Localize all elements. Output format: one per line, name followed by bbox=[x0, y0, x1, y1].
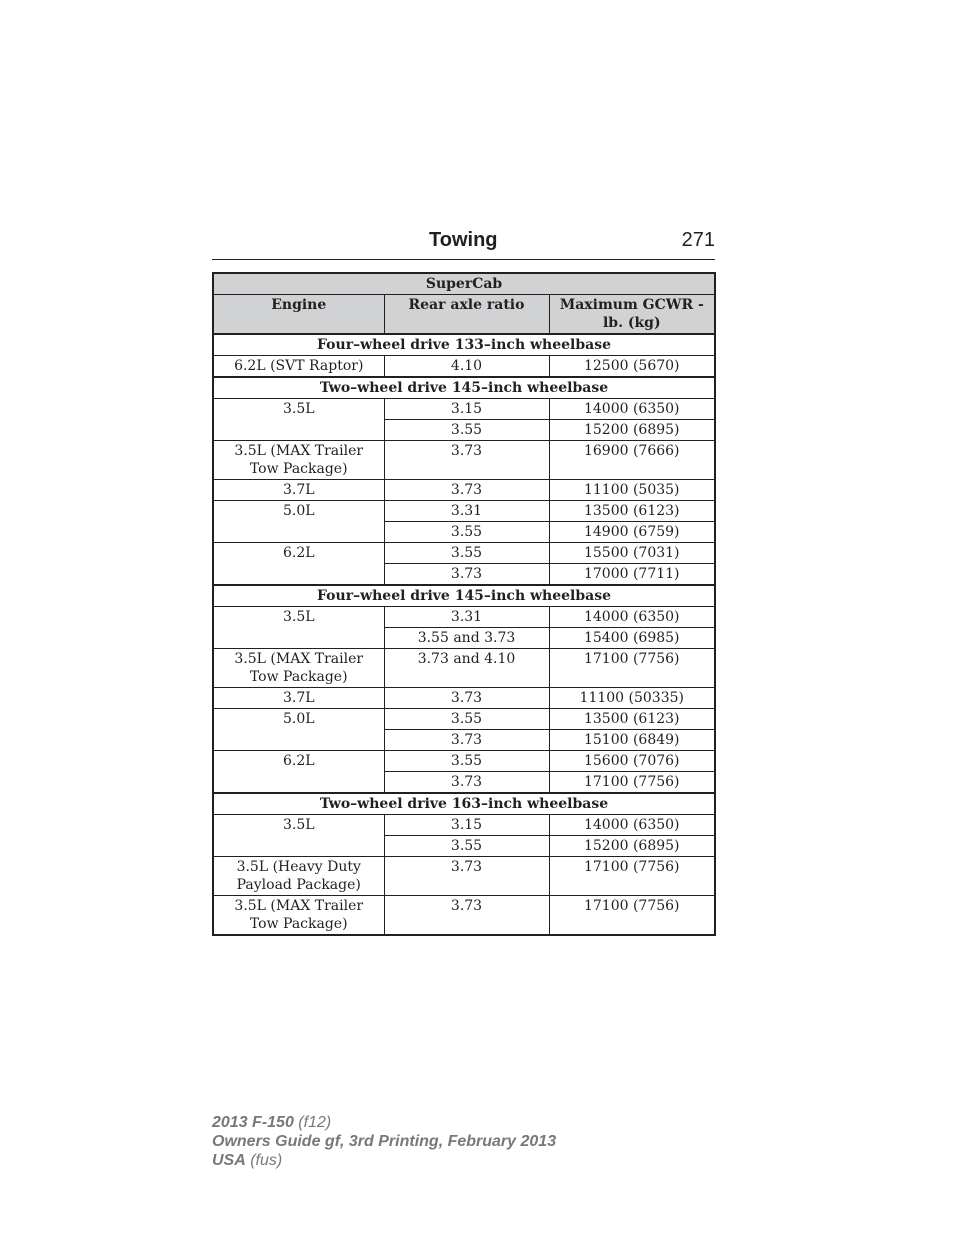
max-gcwr-cell: 17000 (7711) bbox=[549, 564, 715, 586]
max-gcwr-cell: 11100 (50335) bbox=[549, 688, 715, 709]
max-gcwr-cell: 17100 (7756) bbox=[549, 857, 715, 896]
column-header-engine: Engine bbox=[213, 295, 384, 335]
max-gcwr-cell: 14900 (6759) bbox=[549, 522, 715, 543]
column-header-max-gcwr: Maximum GCWR - lb. (kg) bbox=[549, 295, 715, 335]
footer-line-2: Owners Guide gf, 3rd Printing, February 2013 bbox=[212, 1133, 557, 1150]
axle-ratio-cell: 3.73 bbox=[384, 480, 549, 501]
max-gcwr-cell: 14000 (6350) bbox=[549, 607, 715, 628]
section-title: Four–wheel drive 133–inch wheelbase bbox=[213, 334, 715, 356]
axle-ratio-cell: 4.10 bbox=[384, 356, 549, 378]
axle-ratio-cell: 3.73 and 4.10 bbox=[384, 649, 549, 688]
engine-cell: 3.5L (MAX Trailer Tow Package) bbox=[213, 896, 384, 936]
table-row bbox=[213, 607, 715, 628]
section-row bbox=[213, 334, 715, 356]
max-gcwr-cell: 15400 (6985) bbox=[549, 628, 715, 649]
engine-cell: 3.5L (MAX Trailer Tow Package) bbox=[213, 649, 384, 688]
max-gcwr-cell: 15600 (7076) bbox=[549, 751, 715, 772]
axle-ratio-cell: 3.55 and 3.73 bbox=[384, 628, 549, 649]
axle-ratio-cell: 3.55 bbox=[384, 543, 549, 564]
max-gcwr-cell: 15500 (7031) bbox=[549, 543, 715, 564]
engine-cell: 3.5L bbox=[213, 607, 384, 649]
table-row bbox=[213, 501, 715, 522]
max-gcwr-cell: 17100 (7756) bbox=[549, 649, 715, 688]
section-title: Four–wheel drive 145–inch wheelbase bbox=[213, 585, 715, 607]
engine-cell: 3.7L bbox=[213, 480, 384, 501]
max-gcwr-cell: 13500 (6123) bbox=[549, 709, 715, 730]
footer-line-3 bbox=[212, 1151, 556, 1170]
table-row bbox=[213, 896, 715, 936]
axle-ratio-cell: 3.73 bbox=[384, 688, 549, 709]
table-row bbox=[213, 480, 715, 501]
table-row bbox=[213, 543, 715, 564]
axle-ratio-cell: 3.73 bbox=[384, 441, 549, 480]
engine-cell: 5.0L bbox=[213, 709, 384, 751]
max-gcwr-cell: 11100 (5035) bbox=[549, 480, 715, 501]
axle-ratio-cell: 3.55 bbox=[384, 751, 549, 772]
table-row bbox=[213, 649, 715, 688]
max-gcwr-cell: 15200 (6895) bbox=[549, 420, 715, 441]
max-gcwr-cell: 12500 (5670) bbox=[549, 356, 715, 378]
engine-cell: 5.0L bbox=[213, 501, 384, 543]
engine-cell: 6.2L (SVT Raptor) bbox=[213, 356, 384, 378]
axle-ratio-cell: 3.31 bbox=[384, 607, 549, 628]
footer-model: 2013 F-150 bbox=[212, 1114, 294, 1131]
engine-cell: 3.7L bbox=[213, 688, 384, 709]
axle-ratio-cell: 3.55 bbox=[384, 522, 549, 543]
table-row bbox=[213, 709, 715, 730]
engine-cell: 3.5L bbox=[213, 399, 384, 441]
table-row bbox=[213, 815, 715, 836]
section-row bbox=[213, 585, 715, 607]
max-gcwr-cell: 14000 (6350) bbox=[549, 815, 715, 836]
section-title: Two–wheel drive 163–inch wheelbase bbox=[213, 793, 715, 815]
table-row bbox=[213, 399, 715, 420]
page-footer bbox=[212, 1113, 556, 1170]
axle-ratio-cell: 3.55 bbox=[384, 709, 549, 730]
footer-market: USA bbox=[212, 1152, 246, 1169]
table-row bbox=[213, 356, 715, 378]
axle-ratio-cell: 3.15 bbox=[384, 399, 549, 420]
table-body bbox=[213, 334, 715, 935]
axle-ratio-cell: 3.73 bbox=[384, 730, 549, 751]
column-header-axle-ratio: Rear axle ratio bbox=[384, 295, 549, 335]
axle-ratio-cell: 3.15 bbox=[384, 815, 549, 836]
gcwr-table bbox=[212, 272, 716, 936]
axle-ratio-cell: 3.73 bbox=[384, 564, 549, 586]
axle-ratio-cell: 3.55 bbox=[384, 420, 549, 441]
table-row bbox=[213, 751, 715, 772]
axle-ratio-cell: 3.31 bbox=[384, 501, 549, 522]
section-row bbox=[213, 377, 715, 399]
footer-model-code: (f12) bbox=[293, 1114, 332, 1131]
table-row bbox=[213, 688, 715, 709]
engine-cell: 3.5L bbox=[213, 815, 384, 857]
engine-cell: 6.2L bbox=[213, 543, 384, 586]
max-gcwr-cell: 17100 (7756) bbox=[549, 896, 715, 936]
axle-ratio-cell: 3.55 bbox=[384, 836, 549, 857]
engine-cell: 3.5L (MAX Trailer Tow Package) bbox=[213, 441, 384, 480]
engine-cell: 3.5L (Heavy Duty Payload Package) bbox=[213, 857, 384, 896]
axle-ratio-cell: 3.73 bbox=[384, 857, 549, 896]
max-gcwr-cell: 17100 (7756) bbox=[549, 772, 715, 794]
max-gcwr-cell: 15200 (6895) bbox=[549, 836, 715, 857]
max-gcwr-cell: 15100 (6849) bbox=[549, 730, 715, 751]
footer-market-code: (fus) bbox=[245, 1152, 283, 1169]
axle-ratio-cell: 3.73 bbox=[384, 772, 549, 794]
section-title: Two–wheel drive 145–inch wheelbase bbox=[213, 377, 715, 399]
footer-line-1 bbox=[212, 1113, 556, 1132]
section-row bbox=[213, 793, 715, 815]
page-header bbox=[212, 229, 715, 260]
table-row bbox=[213, 441, 715, 480]
page-title: Towing bbox=[429, 229, 498, 251]
engine-cell: 6.2L bbox=[213, 751, 384, 794]
page-number: 271 bbox=[681, 229, 715, 251]
max-gcwr-cell: 14000 (6350) bbox=[549, 399, 715, 420]
max-gcwr-cell: 13500 (6123) bbox=[549, 501, 715, 522]
table-caption: SuperCab bbox=[213, 273, 715, 295]
max-gcwr-cell: 16900 (7666) bbox=[549, 441, 715, 480]
table-row bbox=[213, 857, 715, 896]
axle-ratio-cell: 3.73 bbox=[384, 896, 549, 936]
